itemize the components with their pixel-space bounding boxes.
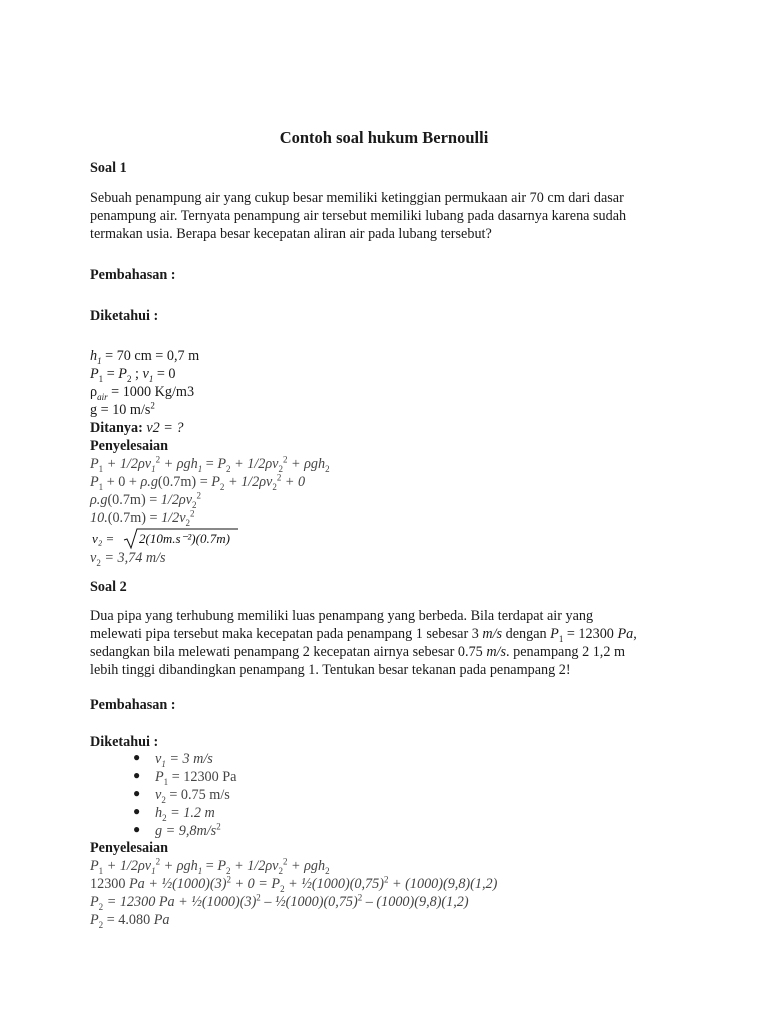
equation-line-5: $P_1 + 1/2\rho v_1^2 + \rho gh_1 = P_2 + 1/2\rho v_2^2 + \rho gh_2$ [90,856,330,876]
soal1-diketahui-heading: Diketahui : [90,308,159,324]
svg-text:v₂ =: v₂ = [92,531,115,546]
soal1-heading: Soal 1 [90,160,127,176]
bullet-icon: ● [133,786,141,800]
soal1-penyelesaian-heading: Penyelesaian [90,438,169,454]
equation-line-3: $\rho.g(0.7m) = 1/2\rho v_2^2$ [90,490,202,510]
svg-text:2(10m.s⁻²)(0.7m): 2(10m.s⁻²)(0.7m) [139,531,230,546]
page-title: Contoh soal hukum Bernoulli [279,128,489,147]
soal1-text-line: Sebuah penampung air yang cukup besar memiliki ketinggian permukaan air 70 cm dari dasar [90,190,624,206]
soal2-text-line: lebih tinggi dibandingkan penampang 1. Tentukan besar tekanan pada penampang 2! [90,662,571,678]
bullet-icon: ● [133,822,141,836]
soal1-result: $v_2 = 3,74$ m/s [90,550,166,568]
soal2-penyelesaian-heading: Penyelesaian [90,840,169,856]
soal2-text-line: melewati pipa tersebut maka kecepatan pada penampang 1 sebesar 3 m/s dengan $P_1 = 12300$ Pa, [90,626,637,644]
equation-line-6: 12300 $Pa + \frac{1}{2}(1000)(3)^2 + 0 = P_2$ + $\frac{1}{2}(1000)(0,75)^2 + (1000)(9,8)(1,2)$ [90,874,498,894]
sqrt-formula-image [90,527,240,551]
list-item: $v_2 = 0.75$ m/s [155,787,230,805]
soal2-pembahasan-heading: Pembahasan : [90,697,176,713]
known-density: $\rho_{air} = 1000$ Kg/m3 [90,384,195,402]
bullet-icon: ● [133,750,141,764]
bullet-icon: ● [133,804,141,818]
list-item: $v_1 = 3$ m/s [155,751,213,769]
equation-line-7: $P_2 = 12300$ $Pa + \frac{1}{2}(1000)(3)^2$ – $\frac{1}{2}(1000)(0,75)^2 - (1000)(9,8)(1,2)$ [90,892,469,912]
list-item: $g = 9,8m/s^2$ [155,821,221,839]
equation-line-1: $P_1 + 1/2\rho v_1^2 + \rho gh_1 = P_2 + 1/2\rho v_2^2 + \rho gh_2$ [90,454,330,474]
equation-line-4: $10.(0.7m) = 1/2v_2^2$ [90,508,195,528]
soal1-pembahasan-heading: Pembahasan : [90,267,176,283]
soal2-text-line: sedangkan bila melewati penampang 2 kecepatan airnya sebesar 0.75 m/s. penampang 2 1,2 m [90,644,626,660]
known-pressure-velocity: $P_1 = P_2$ ; $v_1 = 0$ [90,366,176,384]
list-item: $P_1 = 12300$ Pa [155,769,237,787]
soal2-diketahui-heading: Diketahui : [90,734,159,750]
soal2-text-line: Dua pipa yang terhubung memiliki luas penampang yang berbeda. Bila terdapat air yang [90,608,594,624]
equation-line-2: $P_1 + 0 + \rho.g(0.7m) = P_2 + 1/2\rho v_2^2 + 0$ [90,472,306,492]
ditanya-line: Ditanya: v2 = ? [90,420,184,436]
known-h1: $h_1 = 70$ cm = 0,7 m [90,348,200,366]
known-gravity: g = 10 $m/s^2$ [90,400,155,418]
list-item: $h_2 = 1.2$ m [155,805,215,823]
soal2-final-answer: $P_2 = 4.080$ Pa [90,912,170,930]
soal1-text-line: penampung air. Ternyata penampung air tersebut memiliki lubang pada dasarnya karena sudah [90,208,627,224]
soal1-text-line: termakan usia. Berapa besar kecepatan aliran air pada lubang tersebut? [90,226,492,242]
soal2-heading: Soal 2 [90,579,127,595]
bullet-icon: ● [133,768,141,782]
